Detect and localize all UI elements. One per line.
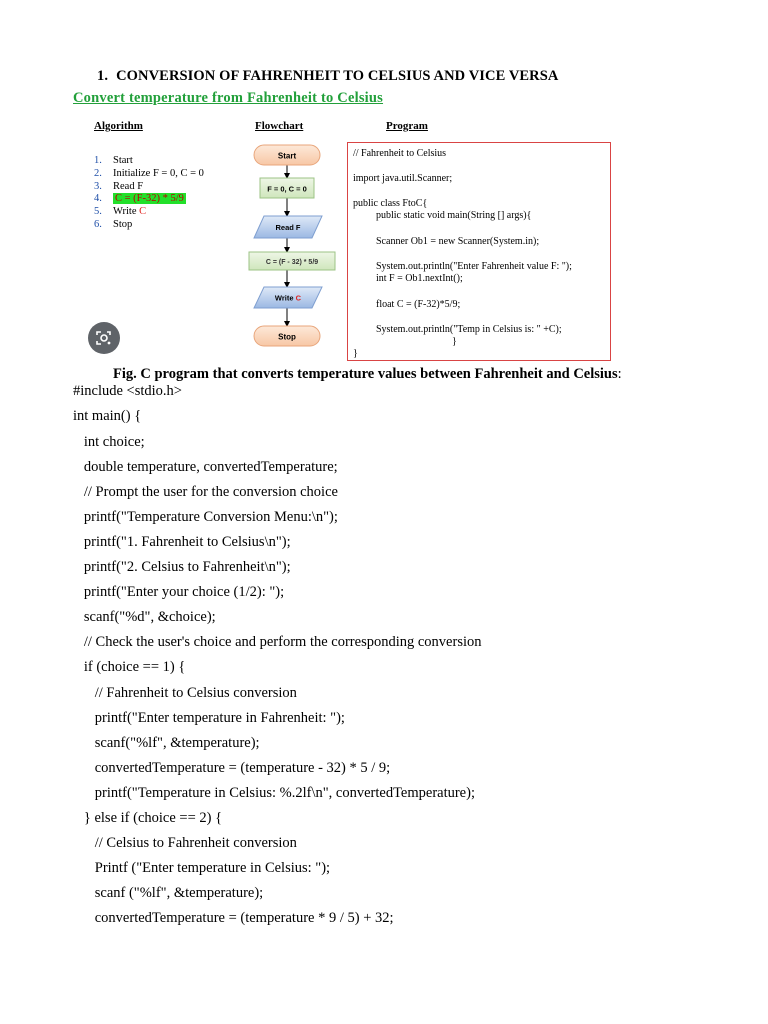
section-number: 1.	[97, 68, 109, 84]
program-line: }	[452, 336, 457, 347]
camera-lens-icon[interactable]	[88, 322, 120, 354]
code-line: int main() {	[73, 408, 142, 424]
code-line: #include <stdio.h>	[73, 383, 182, 399]
program-line: public class FtoC{	[353, 198, 428, 209]
flow-stop-label: Stop	[278, 332, 296, 342]
section-title: CONVERSION OF FAHRENHEIT TO CELSIUS AND VICE VERSA	[116, 68, 559, 84]
code-line: printf("Temperature Conversion Menu:\n");	[73, 509, 338, 525]
code-line: } else if (choice == 2) {	[73, 810, 223, 826]
code-line: printf("2. Celsius to Fahrenheit\n");	[73, 559, 291, 575]
algorithm-step: 6. Stop	[94, 218, 133, 230]
flow-start-label: Start	[277, 151, 297, 161]
program-header: Program	[386, 120, 428, 132]
highlighted-formula: C = (F-32) * 5/9	[115, 193, 184, 205]
code-line: // Prompt the user for the conversion choice	[73, 484, 338, 500]
flowchart-header: Flowchart	[255, 120, 304, 132]
algorithm-header: Algorithm	[94, 120, 143, 132]
algorithm-step: 3. Read F	[94, 180, 144, 192]
program-line: System.out.println("Temp in Celsius is: " +C);	[376, 324, 562, 335]
lens-glyph-icon	[95, 329, 113, 347]
flow-write-label: Write C	[274, 293, 302, 303]
code-line: printf("1. Fahrenheit to Celsius\n");	[73, 534, 291, 550]
algorithm-step: 1. Start	[94, 155, 133, 166]
code-line: // Celsius to Fahrenheit conversion	[73, 835, 297, 851]
code-line: // Check the user's choice and perform the corresponding conversion	[73, 634, 482, 650]
code-line: // Fahrenheit to Celsius conversion	[73, 685, 297, 701]
flowchart-diagram	[238, 140, 338, 355]
algorithm-list	[94, 155, 204, 232]
program-line: System.out.println("Enter Fahrenheit value F: ");	[376, 261, 572, 272]
code-line: scanf("%d", &choice);	[73, 609, 216, 625]
code-line: printf("Enter your choice (1/2): ");	[73, 584, 285, 600]
flow-init-label: F = 0, C = 0	[267, 184, 307, 194]
program-line: public static void main(String [] args){	[376, 210, 532, 221]
code-line: Printf ("Enter temperature in Celsius: ");	[73, 860, 331, 876]
code-line: printf("Enter temperature in Fahrenheit: ");	[73, 710, 345, 726]
algorithm-step: 5. Write C	[94, 206, 147, 218]
algorithm-step: 4. C = (F-32) * 5/9	[94, 193, 184, 205]
code-line: double temperature, convertedTemperature;	[73, 459, 338, 475]
temperature-conversion-figure	[73, 90, 615, 364]
program-line: Scanner Ob1 = new Scanner(System.in);	[376, 236, 540, 247]
code-line: printf("Temperature in Celsius: %.2lf\n", convertedTemperature);	[73, 785, 475, 801]
section-heading	[97, 68, 558, 85]
program-line: import java.util.Scanner;	[353, 173, 453, 184]
code-line: scanf ("%lf", &temperature);	[73, 885, 264, 901]
figure-title: Convert temperature from Fahrenheit to Celsius	[73, 90, 384, 106]
figure-caption: Fig. C program that converts temperature values between Fahrenheit and Celsius:	[113, 366, 622, 382]
flow-compute-label: C = (F - 32) * 5/9	[265, 259, 319, 266]
program-line: int F = Ob1.nextInt();	[376, 273, 463, 284]
code-line: scanf("%lf", &temperature);	[73, 735, 260, 751]
program-line: // Fahrenheit to Celsius	[353, 148, 447, 159]
code-line: int choice;	[73, 434, 145, 450]
code-line: if (choice == 1) {	[73, 659, 186, 675]
program-line: }	[353, 348, 358, 359]
program-line: float C = (F-32)*5/9;	[376, 299, 461, 310]
algorithm-step: 2. Initialize F = 0, C = 0	[94, 167, 204, 179]
flow-read-label: Read F	[275, 223, 301, 232]
code-line: convertedTemperature = (temperature - 32) * 5 / 9;	[73, 760, 391, 776]
code-line: convertedTemperature = (temperature * 9 / 5) + 32;	[73, 910, 394, 926]
program-listing	[347, 142, 611, 361]
